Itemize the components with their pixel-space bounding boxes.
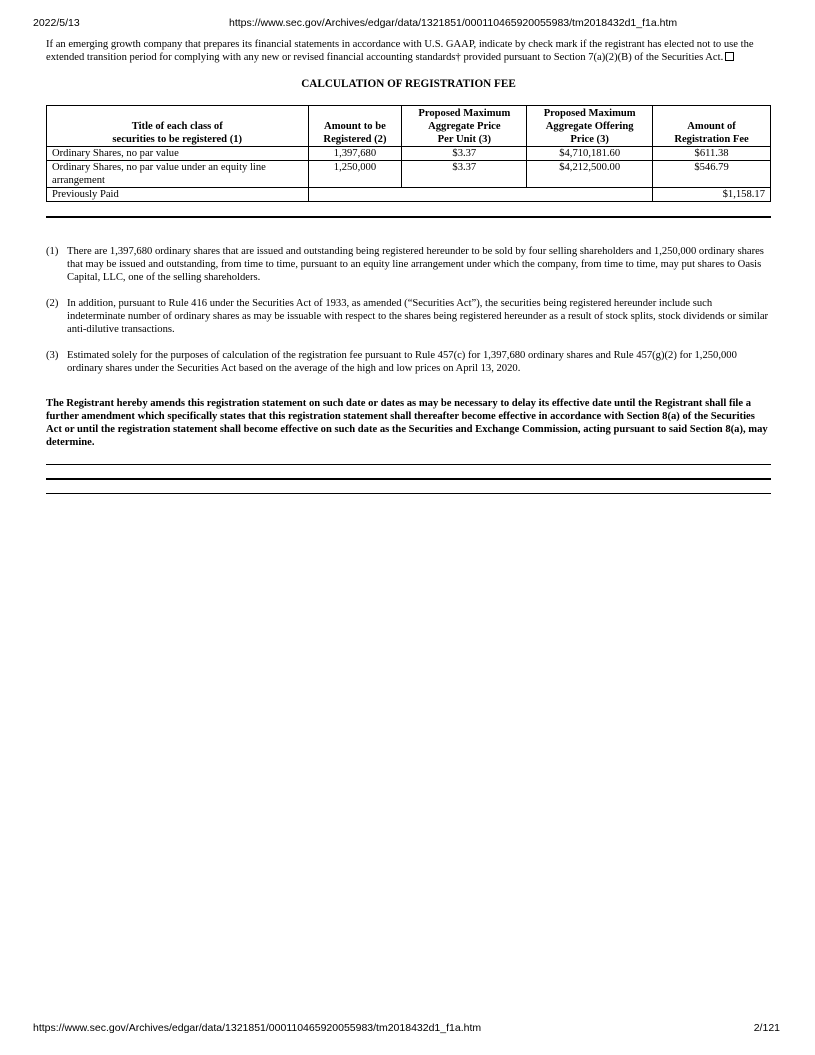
cell-class: Ordinary Shares, no par value: [47, 147, 309, 161]
header-registration-fee: Amount of Registration Fee: [653, 106, 771, 147]
cell-fee: $546.79: [653, 161, 771, 188]
registration-fee-table: [46, 105, 771, 202]
header-title-of-class: Title of each class of securities to be registered (1): [47, 106, 309, 147]
cell-aggregate-price: $4,212,500.00: [527, 161, 653, 188]
footnote-number: (1): [46, 246, 59, 257]
cell-previously-paid-fee: $1,158.17: [653, 188, 771, 202]
document-body: [46, 38, 771, 494]
egc-text: If an emerging growth company that prepares its financial statements in accordance with U.S. GAAP, indicate by check mark if the registrant has elected not to use the extended transition period for complying with any new or revised financial accounting standards† provided pursuant to Section 7(a)(2)(B) of the Securities Act.: [46, 39, 754, 63]
header-max-price-per-unit: Proposed Maximum Aggregate Price Per Unit (3): [402, 106, 527, 147]
print-url: https://www.sec.gov/Archives/edgar/data/1321851/000110465920055983/tm2018432d1_f1a.htm: [229, 17, 678, 29]
cell-class: Ordinary Shares, no par value under an equity line arrangement: [47, 161, 309, 188]
footnotes: [46, 245, 771, 375]
footnote: [46, 297, 771, 336]
cell-empty: [308, 188, 653, 202]
cell-price-per-unit: $3.37: [402, 147, 527, 161]
cell-amount: 1,397,680: [308, 147, 402, 161]
section-title: CALCULATION OF REGISTRATION FEE: [301, 78, 516, 90]
print-date: 2022/5/13: [33, 17, 80, 29]
cell-price-per-unit: $3.37: [402, 161, 527, 188]
table-header-row: [47, 106, 771, 147]
print-header: [33, 14, 783, 30]
footnote: [46, 245, 771, 284]
table-row: [47, 147, 771, 161]
print-footer: [33, 1019, 783, 1035]
footnote-text: In addition, pursuant to Rule 416 under the Securities Act of 1933, as amended (“Securities Act”), the securities being registered hereunder include such indeterminate number of ordinary shares as may be issuable with respect to the shares being registered hereunder as a result of stock splits, stock dividends or similar anti-dilutive transactions.: [67, 298, 769, 335]
divider: [46, 464, 771, 465]
checkbox-icon: [725, 52, 734, 61]
footer-url: https://www.sec.gov/Archives/edgar/data/1321851/000110465920055983/tm2018432d1_f1a.htm: [33, 1022, 482, 1034]
cell-amount: 1,250,000: [308, 161, 402, 188]
cell-aggregate-price: $4,710,181.60: [527, 147, 653, 161]
footnote-number: (2): [46, 298, 59, 309]
divider: [46, 216, 771, 218]
table-row-previously-paid: [47, 188, 771, 202]
page-number: 2/121: [753, 1022, 780, 1034]
cell-previously-paid-label: Previously Paid: [47, 188, 309, 202]
divider: [46, 493, 771, 494]
footnote-text: There are 1,397,680 ordinary shares that are issued and outstanding being registered hereunder to be sold by four selling shareholders and 1,250,000 ordinary shares that may be issued and outstanding, from time to time, pursuant to an equity line arrangement under which the company, from time to time, may put shares to Oasis Capital, LLC, one of the selling shareholders.: [67, 246, 764, 283]
footnote-number: (3): [46, 350, 59, 361]
divider: [46, 478, 771, 480]
footnote: [46, 349, 771, 375]
table-row: [47, 161, 771, 188]
footnote-text: Estimated solely for the purposes of calculation of the registration fee pursuant to Rule 457(c) for 1,397,680 ordinary shares and Rule 457(g)(2) for 1,250,000 ordinary shares under the Securities Act based on the average of the high and low prices on April 13, 2020.: [67, 350, 737, 374]
header-amount-registered: Amount to be Registered (2): [308, 106, 402, 147]
header-max-aggregate-offering: Proposed Maximum Aggregate Offering Price (3): [527, 106, 653, 147]
cell-fee: $611.38: [653, 147, 771, 161]
egc-paragraph: [46, 38, 771, 64]
delaying-amendment: The Registrant hereby amends this registration statement on such date or dates as may be necessary to delay its effective date until the Registrant shall file a further amendment which specifically states that this registration statement shall thereafter become effective in accordance with Section 8(a) of the Securities Act or until the registration statement shall become effective on such date as the Securities and Exchange Commission, acting pursuant to said Section 8(a), may determine.: [46, 398, 768, 448]
